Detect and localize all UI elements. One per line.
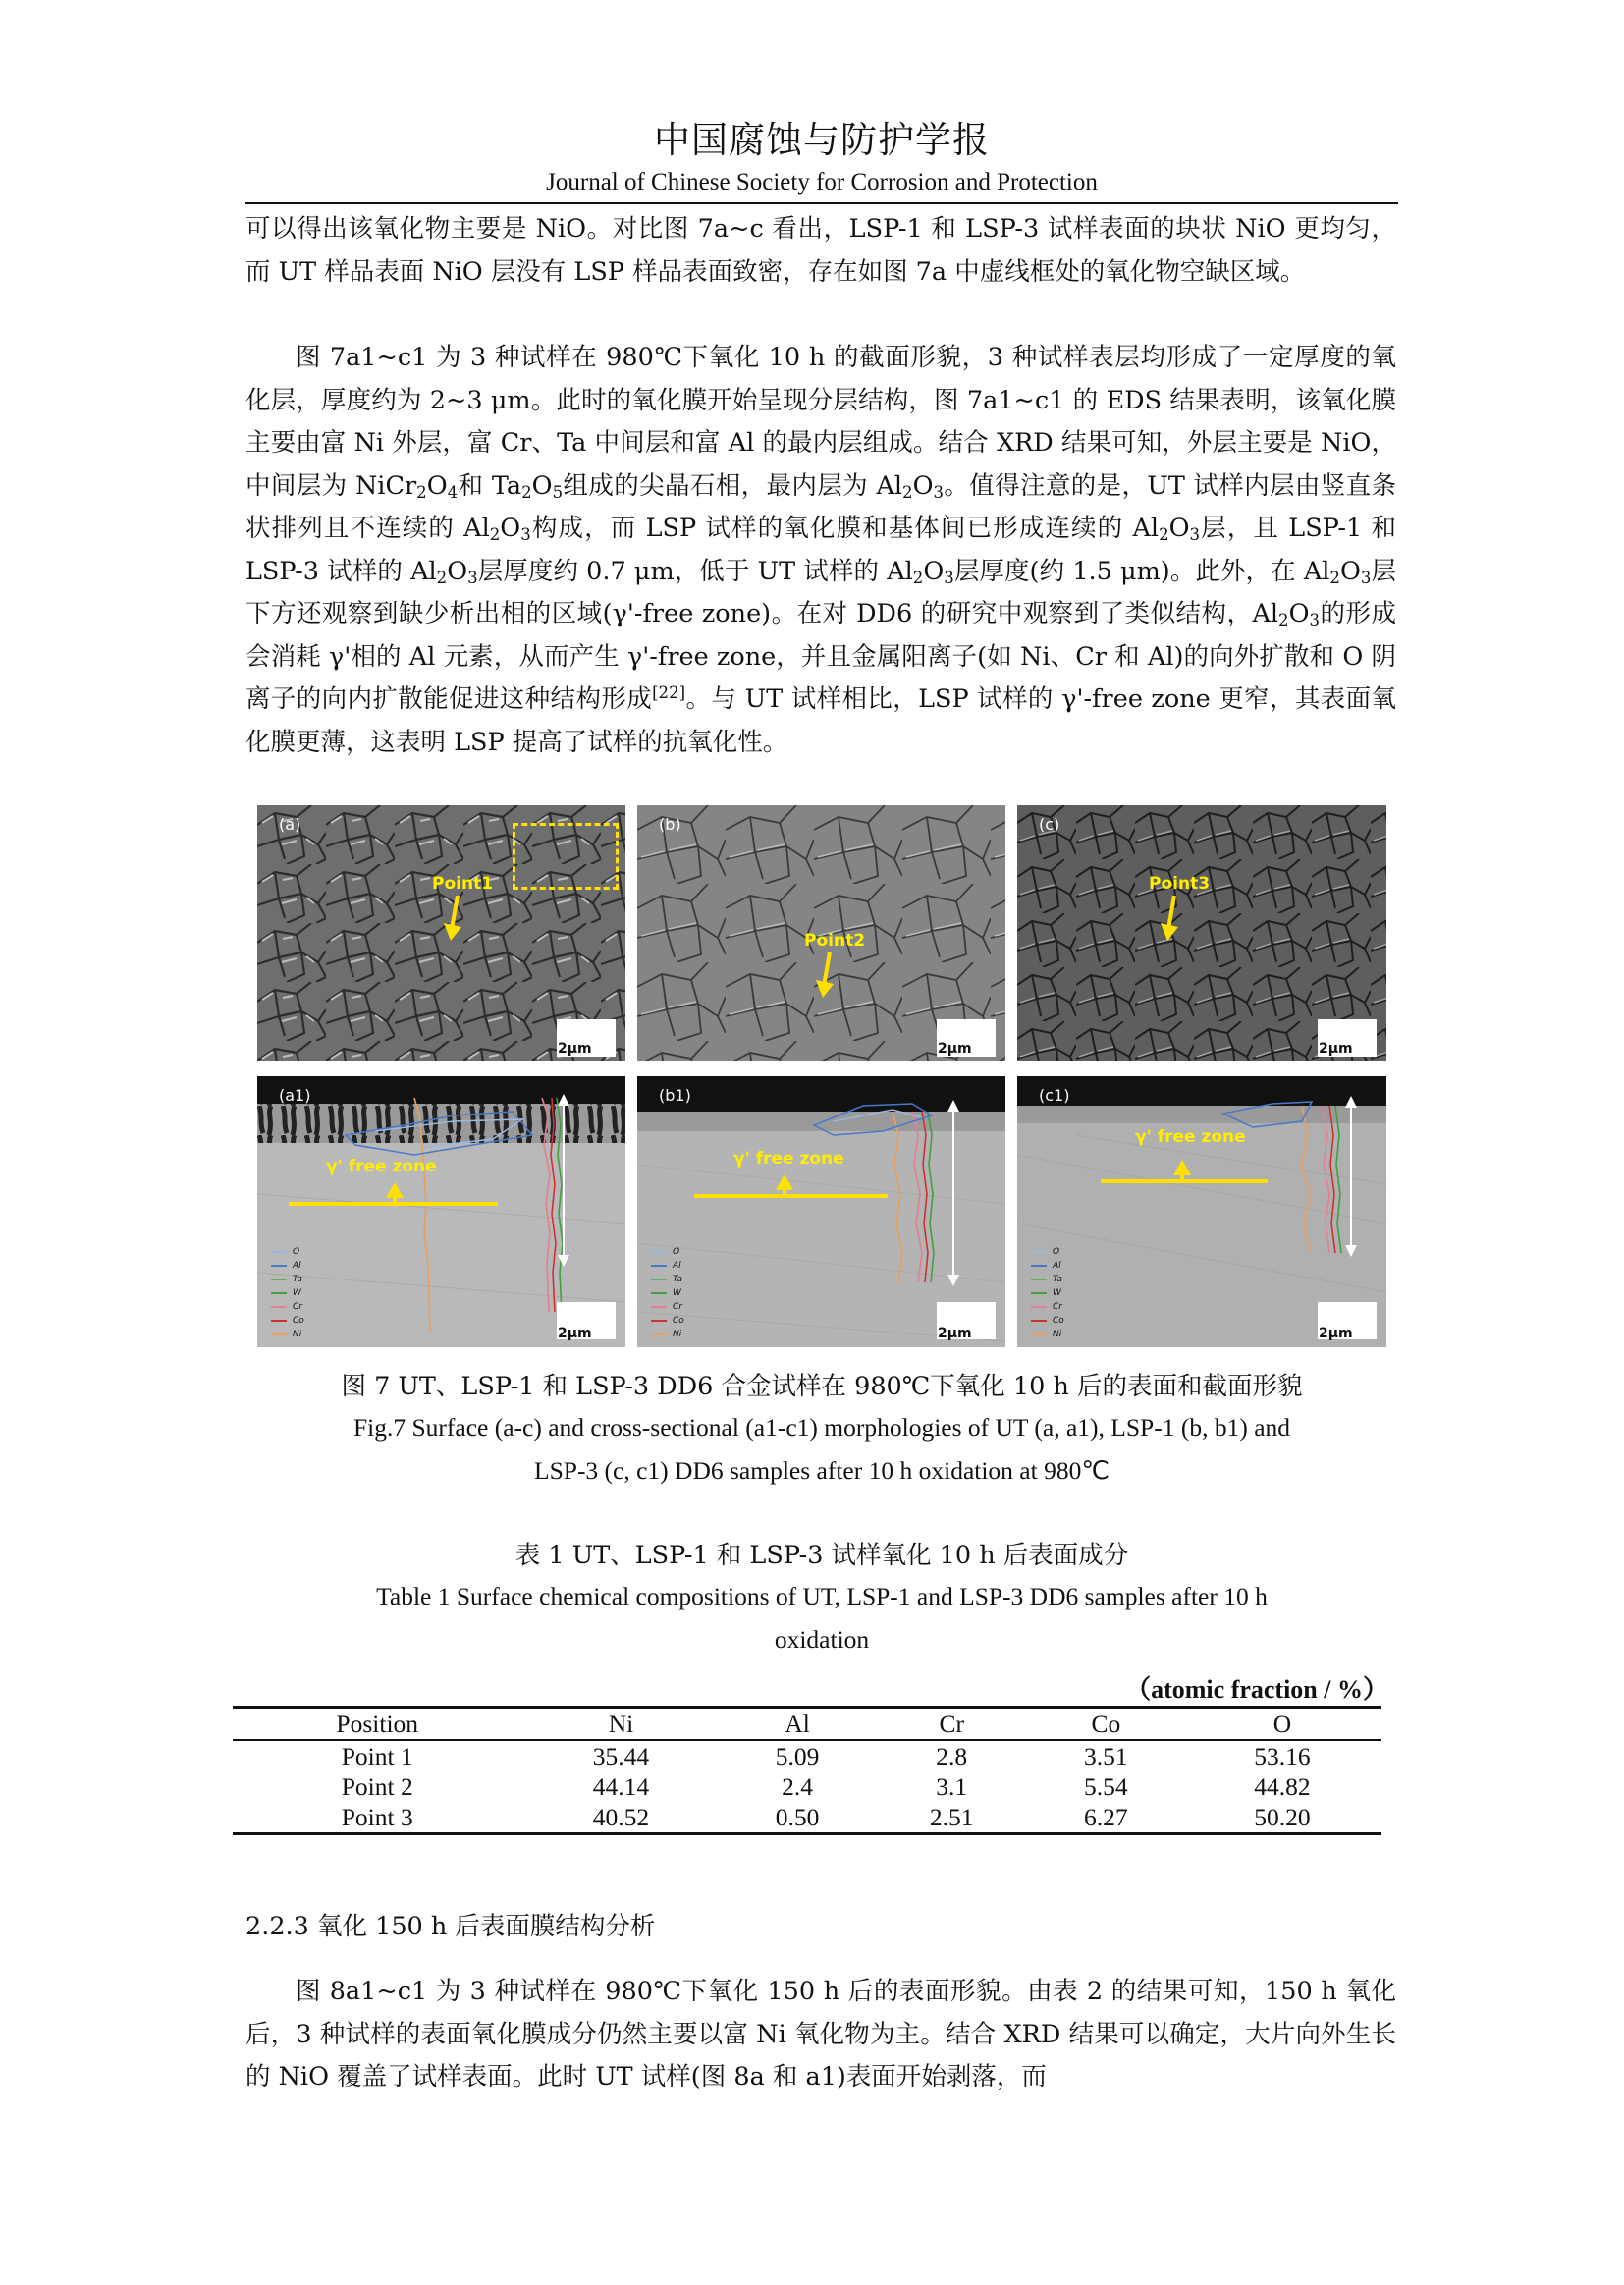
table-cell: 3.1 (936, 1772, 968, 1801)
paragraph-2 (245, 337, 1396, 764)
panel-a-label: (a) (279, 815, 301, 834)
table-cell: Point 2 (341, 1772, 413, 1801)
figure-caption-en-2: LSP-3 (c, c1) DD6 samples after 10 h oxidation at 980℃ (534, 1456, 1110, 1485)
legend-item-ta: Ta (651, 1273, 684, 1286)
legend-item-ni: Ni (271, 1328, 304, 1341)
legend-item-al: Al (1031, 1259, 1064, 1273)
gamma-free-zone-label-c1: γ' free zone (1135, 1127, 1246, 1147)
panel-b1 (637, 1076, 1005, 1347)
scale-bar-label-c: 2μm (1319, 1041, 1353, 1057)
paragraph-1-text: 可以得出该氧化物主要是 NiO。对比图 7a~c 看出，LSP-1 和 LSP-3 试样表面的块状 NiO 更均匀，而 UT 样品表面 NiO 层没有 LSP 样品表面致密，存在如图 7a 中虚线框处的氧化物空缺区域。 (245, 214, 1396, 287)
table-cell: 50.20 (1183, 1802, 1381, 1834)
table-title-en-1: Table 1 Surface chemical compositions of UT, LSP-1 and LSP-3 DD6 samples after 10 h (376, 1582, 1268, 1610)
gamma-free-zone-label-a1: γ' free zone (326, 1157, 437, 1176)
legend-item-co: Co (271, 1314, 304, 1328)
table-cell: 2.4 (782, 1772, 813, 1801)
table-cell: 2.8 (936, 1742, 968, 1770)
panel-b (637, 805, 1005, 1061)
table-cell: 5.09 (775, 1742, 820, 1770)
legend-item-o: O (1031, 1245, 1064, 1259)
point3-label: Point3 (1149, 874, 1211, 894)
figure-7 (257, 805, 1386, 1347)
paragraph-1 (245, 208, 1396, 294)
legend-item-al: Al (271, 1259, 304, 1273)
panel-a (257, 805, 625, 1061)
panel-a1 (257, 1076, 625, 1347)
table-cell: Point 1 (341, 1742, 413, 1770)
table-row (233, 1740, 1381, 1771)
table-cell: 44.82 (1254, 1772, 1311, 1801)
point3-arrow-icon (1159, 896, 1182, 943)
table-title-cn: 表 1 UT、LSP-1 和 LSP-3 试样氧化 10 h 后表面成分 (514, 1541, 1129, 1570)
legend-item-co: Co (651, 1314, 684, 1328)
header-rule (245, 202, 1398, 204)
composition-table (233, 1706, 1381, 1835)
table-cell: 44.14 (592, 1772, 650, 1801)
table-row (233, 1771, 1381, 1802)
legend-item-ta: Ta (1031, 1273, 1064, 1286)
table-cell: Point 3 (233, 1802, 521, 1834)
journal-header (245, 116, 1398, 200)
table-header-row (233, 1708, 1381, 1741)
legend-item-ni: Ni (651, 1328, 684, 1341)
table-cell: 6.27 (1029, 1802, 1183, 1834)
panel-b1-label: (b1) (659, 1086, 691, 1105)
figure-7-caption (245, 1367, 1398, 1493)
legend-item-w: W (1031, 1286, 1064, 1300)
table-header-cell: Al (721, 1708, 875, 1741)
legend-item-cr: Cr (651, 1300, 684, 1314)
table-row (233, 1802, 1381, 1834)
journal-title-en: Journal of Chinese Society for Corrosion and Protection (546, 169, 1098, 195)
journal-title-cn: 中国腐蚀与防护学报 (654, 119, 990, 161)
scale-bar-label-b1: 2μm (938, 1326, 972, 1341)
table-cell: 53.16 (1254, 1742, 1311, 1770)
point2-arrow-icon (814, 952, 838, 1000)
scale-bar-label-a: 2μm (558, 1041, 592, 1057)
table-title-en-2: oxidation (774, 1625, 870, 1654)
panel-a1-label: (a1) (279, 1086, 311, 1105)
legend-item-co: Co (1031, 1314, 1064, 1328)
legend-item-o: O (651, 1245, 684, 1259)
point1-arrow-icon (442, 896, 465, 943)
table-header-cell: Position (233, 1708, 521, 1741)
gamma-free-zone-label-b1: γ' free zone (733, 1149, 844, 1169)
figure-caption-cn: 图 7 UT、LSP-1 和 LSP-3 DD6 合金试样在 980℃下氧化 10 h 后的表面和截面形貌 (341, 1372, 1303, 1401)
point1-label: Point1 (432, 874, 494, 894)
table-header-cell: Cr (875, 1708, 1029, 1741)
table-header-cell: O (1183, 1708, 1381, 1741)
scale-bar-label-c1: 2μm (1319, 1326, 1353, 1341)
eds-legend-c1 (1031, 1245, 1064, 1341)
point2-label: Point2 (804, 931, 866, 951)
scale-bar-label-a1: 2μm (558, 1326, 592, 1341)
eds-legend-b1 (651, 1245, 684, 1341)
table-cell: 0.50 (721, 1802, 875, 1834)
section-heading: 2.2.3 氧化 150 h 后表面膜结构分析 (245, 1912, 656, 1941)
scale-bar-label-b: 2μm (938, 1041, 972, 1057)
legend-item-al: Al (651, 1259, 684, 1273)
table-header-cell: Ni (521, 1708, 720, 1741)
panel-c-label: (c) (1039, 815, 1060, 834)
table-cell: 40.52 (521, 1802, 720, 1834)
table-cell: 3.51 (1084, 1742, 1128, 1770)
legend-item-ni: Ni (1031, 1328, 1064, 1341)
panel-c1 (1017, 1076, 1386, 1347)
paragraph-3-text: 图 8a1~c1 为 3 种试样在 980℃下氧化 150 h 后的表面形貌。由表 2 的结果可知，150 h 氧化后，3 种试样的表面氧化膜成分仍然主要以富 Ni 氧化物为主。结合 XRD 结果可以确定，大片向外生长的 NiO 覆盖了试样表面。此时 UT 试样(图 8a 和 a1)表面开始剥落，而 (245, 1977, 1396, 2092)
legend-item-w: W (651, 1286, 684, 1300)
figure-caption-en-1: Fig.7 Surface (a-c) and cross-sectional (a1-c1) morphologies of UT (a, a1), LSP-1 (b, b1) and (352, 1413, 1291, 1442)
panel-c1-label: (c1) (1039, 1086, 1070, 1105)
legend-item-w: W (271, 1286, 304, 1300)
legend-item-o: O (271, 1245, 304, 1259)
eds-legend-a1 (271, 1245, 304, 1341)
panel-b-label: (b) (659, 815, 681, 834)
table-cell: 2.51 (875, 1802, 1029, 1834)
table-cell: 5.54 (1084, 1772, 1128, 1801)
table-header-cell: Co (1029, 1708, 1183, 1741)
legend-item-cr: Cr (1031, 1300, 1064, 1314)
vacancy-dashed-box (513, 823, 619, 890)
legend-item-ta: Ta (271, 1273, 304, 1286)
paragraph-2-text: 图 7a1~c1 为 3 种试样在 980℃下氧化 10 h 的截面形貌，3 种试样表层均形成了一定厚度的氧化层，厚度约为 2~3 μm。此时的氧化膜开始呈现分层结构，图 7a1~c1 的 EDS 结果表明，该氧化膜主要由富 Ni 外层，富 Cr、Ta 中间层和富 Al 的最内层组成。结合 XRD 结果可知，外层主要是 NiO，中间层为 $NiCr_2O_4$和 $Ta_2O_5$组成的尖晶石相，最内层为 $Al_2O_3$。值得注意的是，UT 试样内层由竖直条状排列且不连续的 $Al_2O_3$构成，而 LSP 试样的氧化膜和基体间已形成连续的 $Al_2O_3$层，且 LSP-1 和 LSP-3 试样的 $Al_2O_3$层厚度约 0.7 μm，低于 UT 试样的 $Al_2O_3$层厚度(约 1.5 μm)。此外，在 $Al_2O_3$层下方还观察到缺少析出相的区域(γ'-free zone)。在对 DD6 的研究中观察到了类似结构，$Al_2O_3$的形成会消耗 γ'相的 Al 元素，从而产生 γ'-free zone，并且金属阳离子(如 Ni、Cr 和 Al)的向外扩散和 O 阴离子的向内扩散能促进这种结构形成[22]。与 UT 试样相比，LSP 试样的 γ'-free zone 更窄，其表面氧化膜更薄，这表明 LSP 提高了试样的抗氧化性。 (245, 343, 1397, 757)
panel-c (1017, 805, 1386, 1061)
table-cell: 35.44 (592, 1742, 650, 1770)
table-1-title (245, 1536, 1398, 1661)
legend-item-cr: Cr (271, 1300, 304, 1314)
table-unit: （atomic fraction / %） (1125, 1675, 1388, 1704)
paragraph-3 (245, 1971, 1396, 2099)
